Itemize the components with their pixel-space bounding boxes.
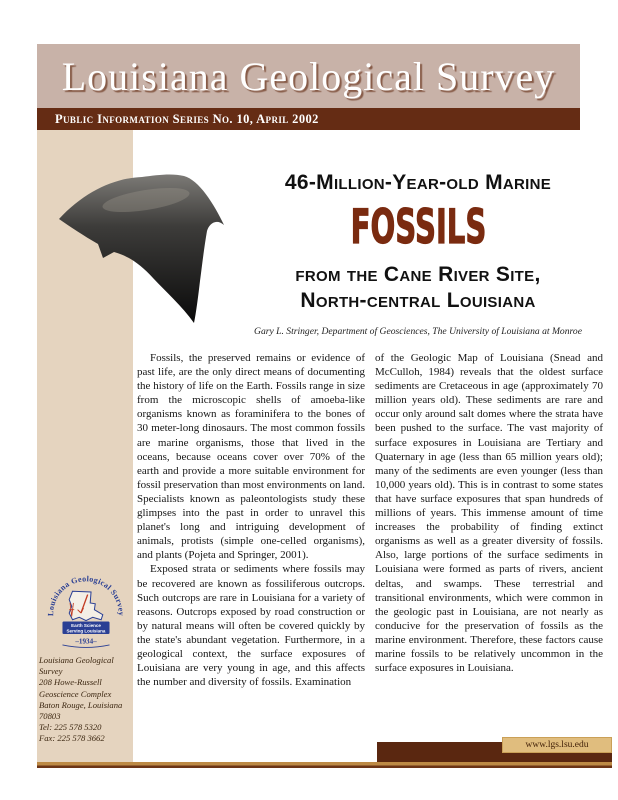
masthead-banner <box>37 44 580 108</box>
lgs-seal-logo <box>44 566 128 650</box>
seal-banner-line1: Earth Science <box>71 622 101 628</box>
article-title-line3: North-central Louisiana <box>300 289 536 312</box>
paragraph: Exposed strata or sediments where fossils may be recovered are known as fossiliferous outcrops. Such outcrops are rare in Louisiana for a variety of reasons. Outcrops exposed by road construction or by natural means will often be covered quickly by the state's abundant vegetation. Furthermore, in a geological context, the surface exposures of Louisiana are very young in age, and this affects the number and diversity of fossils. Examination <box>137 563 365 689</box>
address-line: Fax: 225 578 3662 <box>39 733 105 744</box>
series-label: Public Information Series No. 10, April 2002 <box>55 111 319 126</box>
paragraph: of the Geologic Map of Louisiana (Snead and McCulloh, 1984) reveals that the oldest surface sediments are Cretaceous in age (approximately 70 million years old). These sediments are rare and occur only around salt domes where the strata have been pushed to the surface. The vast majority of surface exposures in Louisiana are Tertiary and Quaternary in age (less than 65 million years old); many of the sediments are even younger (less than 10,000 years old). This is in contrast to some states that have surface exposures that span hundreds of millions of years. This immense amount of time increases the probability of finding extinct organisms as well as a greater diversity of fossils. Also, large portions of the surface sediments in Louisiana were formed as parts of rivers, ancient deltas, and swamps. These terrestrial and transitional environments, which were common in the geologic past in Louisiana, are not nearly as conducive for the preservation of fossils as the marine environment. Therefore, these factors cause marine fossils to be relatively uncommon in the surface exposures in Louisiana. <box>375 352 603 675</box>
body-column-1 <box>137 351 365 689</box>
address-line: Baton Rouge, Louisiana <box>39 699 123 710</box>
footer-rule <box>37 762 612 768</box>
address-line: Geoscience Complex <box>39 688 112 699</box>
article-body <box>137 351 604 689</box>
article-title-line2: from the Cane River Site, <box>295 263 541 286</box>
shark-tooth-photo <box>54 166 234 331</box>
paragraph: Fossils, the preserved remains or evidence of past life, are the only direct means of documenting the history of life on the Earth. Fossils range in size from the microscopic shells of amoeba-like organisms known as foraminifera to the bones of 30 meter-long dinosaurs. The most common fossils are marine organisms, those that lived in the oceans, because oceans cover over 70% of the earth and provide a more suitable environment for fossil preservation than most environments on land. Specialists known as paleontologists study these glimpses into the past in order to unravel this planet's long and intriguing development of animals, protists (simple one-celled organisms), and plants (Pojeta and Springer, 2001). <box>137 352 365 562</box>
address-line: Louisiana Geological Survey <box>39 655 114 677</box>
article-title-line1: 46-Million-Year-old Marine <box>284 171 552 194</box>
article-title-block <box>228 170 608 337</box>
address-line: 208 Howe-Russell <box>39 677 102 688</box>
seal-banner-line2: Serving Louisiana <box>66 628 106 634</box>
article-byline: Gary L. Stringer, Department of Geosciences, The University of Louisiana at Monroe <box>254 326 582 337</box>
address-line: Tel: 225 578 5320 <box>39 722 102 733</box>
series-bar <box>37 108 580 130</box>
seal-year: –1934– <box>75 637 97 646</box>
address-line: 70803 <box>39 711 61 722</box>
seal-arc-text: Louisiana Geological Survey <box>46 574 126 617</box>
publication-title: Louisiana Geological Survey <box>61 53 556 99</box>
article-title-main: FOSSILS <box>350 200 486 255</box>
website-link[interactable]: www.lgs.lsu.edu <box>502 737 612 753</box>
contact-address <box>39 655 132 745</box>
body-column-2 <box>375 351 603 689</box>
article-title-main-wrap <box>228 202 608 254</box>
